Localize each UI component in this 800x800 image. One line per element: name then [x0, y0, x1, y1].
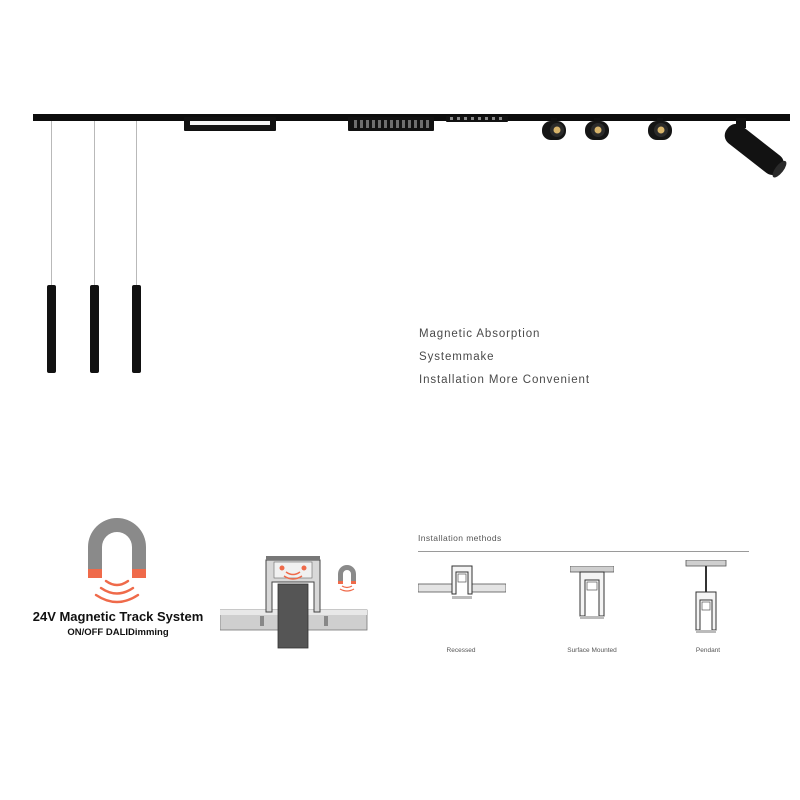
magnet-icon: [84, 515, 150, 605]
mini-grille-light: [446, 116, 508, 122]
spot-light: [581, 118, 615, 142]
pendant-install-icon: [684, 560, 728, 636]
tagline-magnetic-absorption: Magnetic Absorption: [419, 328, 541, 340]
pendant-wire: [94, 121, 95, 287]
grille-cell: [354, 120, 357, 128]
method-label-recessed: Recessed: [446, 647, 476, 654]
grille-cell: [372, 120, 375, 128]
product-subtitle: ON/OFF DALIDimming: [67, 627, 169, 638]
grille-cell: [426, 120, 429, 128]
installation-methods-heading: Installation methods: [418, 533, 502, 543]
grille-cell: [408, 120, 411, 128]
pendant-tube-light: [132, 285, 141, 373]
grille-cell: [378, 120, 381, 128]
product-title: 24V Magnetic Track System: [32, 609, 204, 624]
spot-light: [644, 118, 678, 142]
grille-cell: [414, 120, 417, 128]
mini-grille-face: [450, 117, 504, 120]
linear-flood-light: [184, 117, 276, 131]
tagline-system: Systemmake: [419, 351, 495, 363]
track-cross-section-diagram: [220, 552, 370, 650]
pendant-tube-light: [90, 285, 99, 373]
method-label-pendant: Pendant: [695, 647, 721, 654]
grille-cell: [396, 120, 399, 128]
recessed-install-icon: [418, 562, 506, 602]
grille-cell: [390, 120, 393, 128]
pendant-wire: [51, 121, 52, 287]
linear-light-diffuser: [190, 121, 270, 125]
method-label-surface-mounted: Surface Mounted: [567, 647, 617, 654]
tagline-installation: Installation More Convenient: [419, 374, 590, 386]
pendant-tube-light: [47, 285, 56, 373]
grille-cell: [420, 120, 423, 128]
grille-cell: [360, 120, 363, 128]
pendant-wire: [136, 121, 137, 287]
grille-light: [348, 117, 434, 131]
cylinder-spot-light: [720, 114, 800, 184]
grille-cell: [402, 120, 405, 128]
grille-cell: [366, 120, 369, 128]
spot-light: [538, 118, 572, 142]
installation-methods-divider: [418, 551, 749, 552]
surface-mounted-install-icon: [570, 566, 614, 622]
grille-cell: [384, 120, 387, 128]
